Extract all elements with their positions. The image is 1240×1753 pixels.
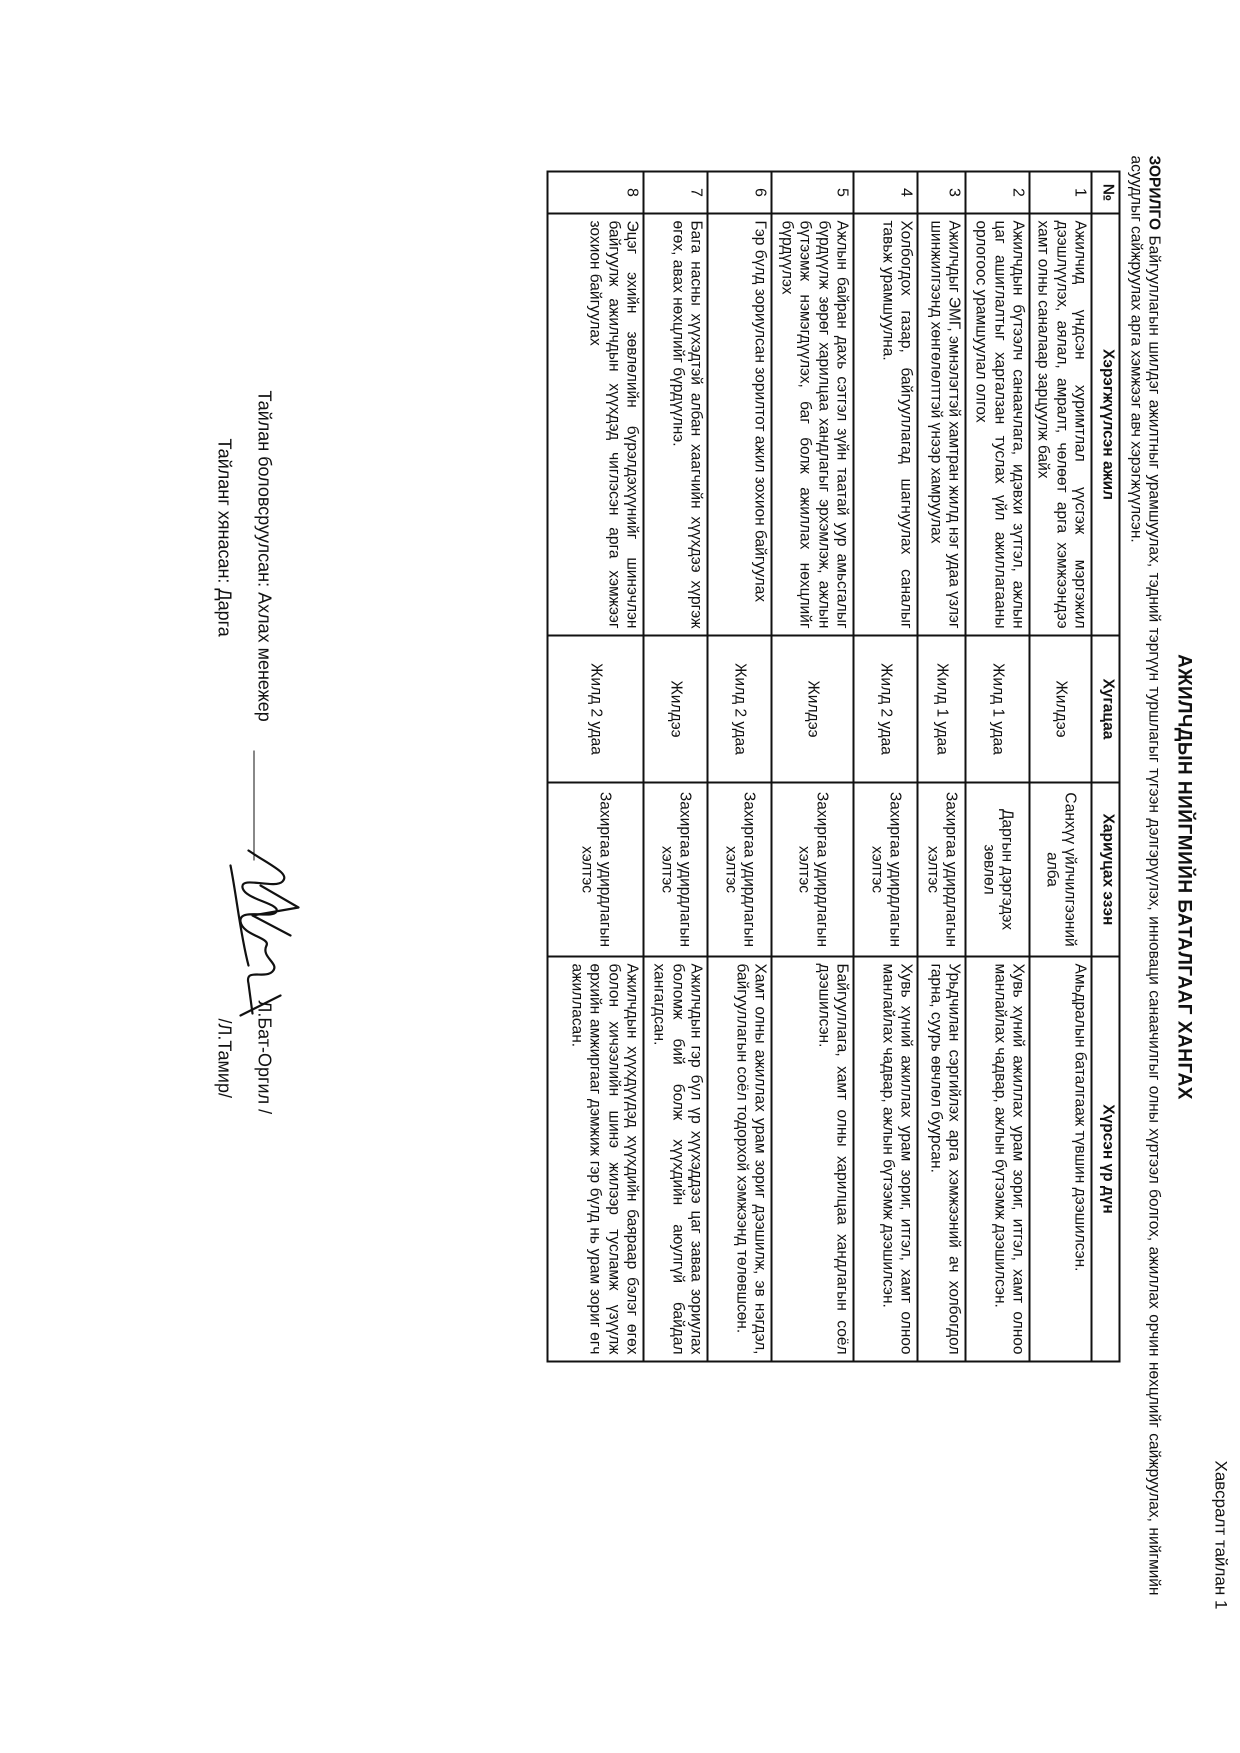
row-work: Ажилчдыг ЭМГ, эмнэлэгтэй хамтран жилд нэг удаа үзлэг шинжилгээнд хөнгөлөлттэй үнээр хамруулах — [917, 213, 965, 635]
row-result: Ажилчдын гэр бүл үр хүүхэддээ цаг заваа зориулах боломж бий болж хүүхдийн аюулгүй байдал хангагдсан. — [643, 956, 707, 1361]
table-row — [771, 171, 853, 1361]
table-row — [917, 171, 965, 1361]
header-result: Хүрсэн үр дүн — [1091, 956, 1119, 1361]
row-period: Жилд 2 удаа — [853, 635, 917, 782]
row-owner: Захиргаа удирдлагын хэлтэс — [707, 782, 771, 956]
handwritten-signature — [215, 845, 310, 1020]
row-period: Жилдээ — [643, 635, 707, 782]
header-number: № — [1091, 171, 1119, 213]
row-result: Хувь хүний ажиллах урам зориг, итгэл, хамт олноо манлайлах чадвар, ажлын бүтээмж дээшилсэн. — [853, 956, 917, 1361]
row-owner: Санхүү үйлчилгээний алба — [1029, 782, 1091, 956]
table-header-row — [1091, 171, 1119, 1361]
measures-table — [546, 170, 1120, 1362]
row-owner: Захиргаа удирдлагын хэлтэс — [853, 782, 917, 956]
row-work: Эцэг эхийн зөвлөлийн бүрэлдэхүүнийг шинэчлэн байгуулж ажилчдын хүүхдэд чиглэсэн арга хэмжээг зохион байгуулах — [547, 213, 643, 635]
row-period: Жилд 2 удаа — [707, 635, 771, 782]
document-title: АЖИЛЧДЫН НИЙГМИЙН БАТАЛГААГ ХАНГАХ — [1173, 653, 1194, 1100]
row-work: Холбогдох газар, байгууллагад шагнуулах саналыг тавьж урамшуулна. — [853, 213, 917, 635]
row-result: Хувь хүний ажиллах урам зориг, итгэл, хамт олноо манлайлах чадвар, ажлын бүтээмж дээшилсэн. — [965, 956, 1029, 1361]
row-work: Ажилчдын бүтээлч санаачлага, идэвхи зүтгэл, ажлын цаг ашиглалтыг харгалзан туслах үйл ажиллагааны орлогоос урамшуулал олгох — [965, 213, 1029, 635]
row-number: 8 — [547, 171, 643, 213]
header-owner: Хариуцах эзэн — [1091, 782, 1119, 956]
table-row — [707, 171, 771, 1361]
table-row — [853, 171, 917, 1361]
row-owner: Захиргаа удирдлагын хэлтэс — [643, 782, 707, 956]
row-number: 2 — [965, 171, 1029, 213]
goal-label: ЗОРИЛГО — [1145, 155, 1162, 230]
row-number: 7 — [643, 171, 707, 213]
row-number: 4 — [853, 171, 917, 213]
row-result: Ажилчдын хүүхдүүдэд хүүхдийн баяраар бэлэг өгөх болон хичээлийн шинэ жилээр тусламж үзүүлж өрхийн амжиргааг дэмжиж гэр бүлд нь урам зориг өгч ажилласан. — [547, 956, 643, 1361]
row-period: Жилд 1 удаа — [965, 635, 1029, 782]
row-owner: Даргын дэргэдэх зөвлөл — [965, 782, 1029, 956]
row-number: 3 — [917, 171, 965, 213]
signature-line — [253, 750, 254, 860]
header-period: Хугацаа — [1091, 635, 1119, 782]
appendix-label: Хавсралт тайлан 1 — [1211, 1460, 1230, 1609]
prepared-by-label: Тайлан боловсруулсан: Ахлах менежер — [254, 390, 274, 722]
goal-text: Байгууллагын шилдэг ажилтныг урамшуулах, тэдний тэргүүн туршлагыг түгээн дэлгэрүүлэх, инноваци санаачилгыг олны хүртээл болгох, ажиллах орчин нөхцлийг сайжруулах, нийгмийн асуудлыг сайжруулах арга хэмжээг авч хэрэгжүүлсэн. — [1127, 155, 1162, 1595]
row-period: Жилд 1 удаа — [917, 635, 965, 782]
prepared-by-name: Л.Бат-Оргил / — [254, 1000, 274, 1114]
row-result: Байгууллага, хамт олны харилцаа хандлагын соёл дээшилсэн. — [771, 956, 853, 1361]
row-work: Ажлын байран дахь сэтгэл зүйн таатай уур амьсгалыг бүрдүүлж зөрөг харилцаа хандлагыг эрхэмлэж, ажлын бүтээмж нэмэгдүүлэх, баг болж ажиллах нөхцлийг бүрдүүлэх — [771, 213, 853, 635]
row-result: Амьдралын баталгааж түвшин дээшилсэн. — [1029, 956, 1091, 1361]
row-number: 6 — [707, 171, 771, 213]
row-work: Бага насны хүүхэдтэй албан хаагчийн хүүхдээ хүргэж өгөх, авах нөхцлийг бүрдүүлнэ. — [643, 213, 707, 635]
reviewed-by-label: Тайланг хянасан: Дарга — [214, 438, 234, 637]
row-result: Урьдчилан сэргийлэх арга хэмжээний ач холбогдол гарна, суурь өвчлөл буурсан. — [917, 956, 965, 1361]
row-period: Жилдээ — [1029, 635, 1091, 782]
row-work: Ажилчид үндсэн хуримтлал үүсгэж мэргэжил дээшлүүлэх, аялал, амралт, чөлөөт арга хэмжээндээ хамт олны саналаар зарцуулж байх — [1029, 213, 1091, 635]
row-owner: Захиргаа удирдлагын хэлтэс — [771, 782, 853, 956]
row-number: 5 — [771, 171, 853, 213]
row-result: Хамт олны ажиллах урам зориг дээшилж, эв нэгдэл, байгууллагын соёл тодорхой хэмжээнд төлөвшсөн. — [707, 956, 771, 1361]
row-owner: Захиргаа удирдлагын хэлтэс — [917, 782, 965, 956]
row-period: Жилд 2 удаа — [547, 635, 643, 782]
table-row — [1029, 171, 1091, 1361]
goal-paragraph — [1126, 155, 1162, 1595]
table-row — [547, 171, 643, 1361]
row-owner: Захиргаа удирдлагын хэлтэс — [547, 782, 643, 956]
header-work: Хэрэгжүүлсэн ажил — [1091, 213, 1119, 635]
row-work: Гэр бүлд зориулсан зорилтот ажил зохион байгуулах — [707, 213, 771, 635]
table-row — [965, 171, 1029, 1361]
reviewed-by-name: /Л.Тамир/ — [214, 1018, 234, 1098]
row-number: 1 — [1029, 171, 1091, 213]
table-row — [643, 171, 707, 1361]
row-period: Жилдээ — [771, 635, 853, 782]
